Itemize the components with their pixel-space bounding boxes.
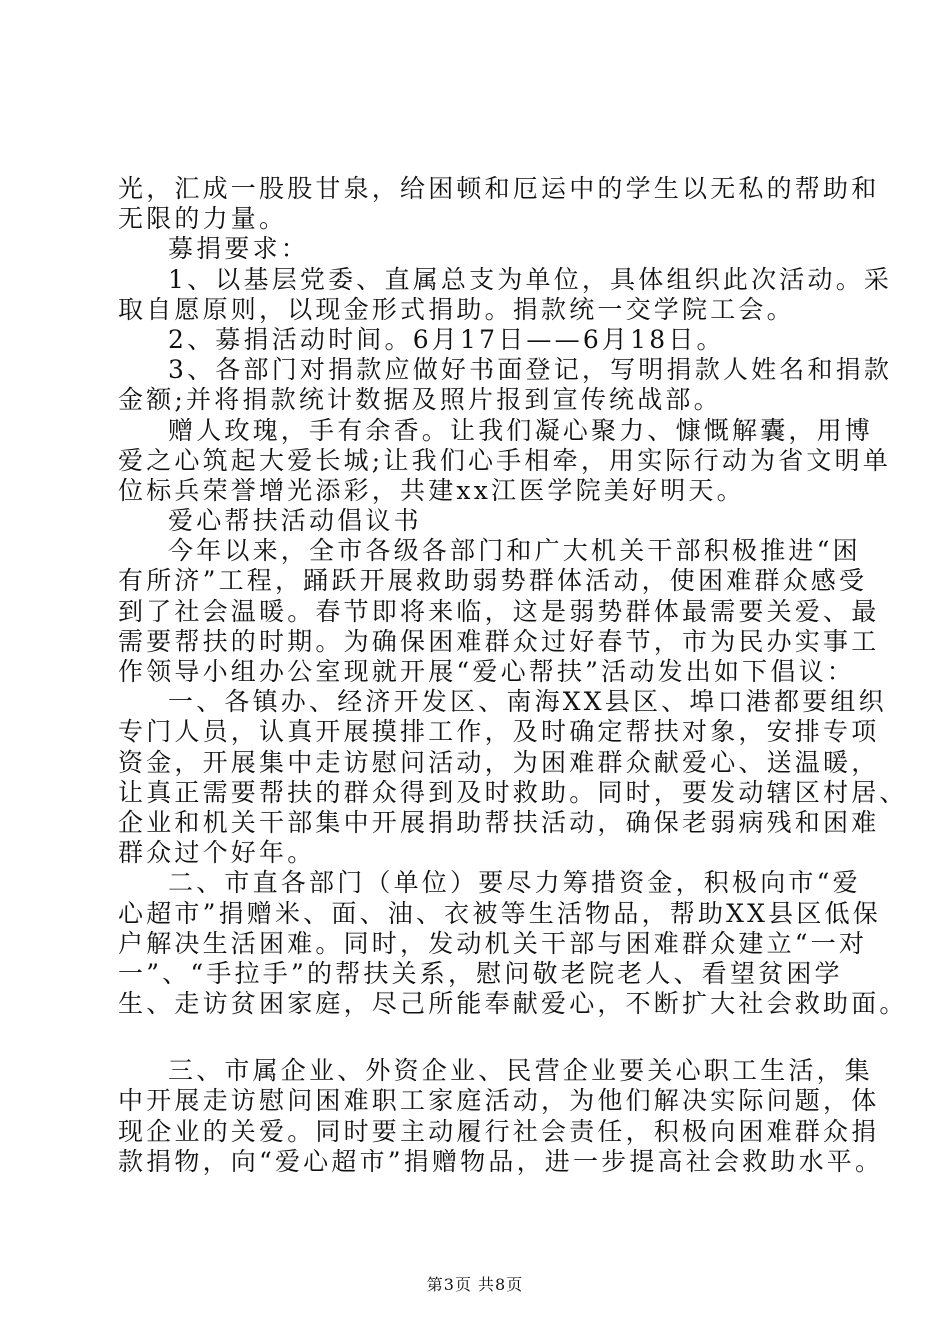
body-line: 有所济”工程，踊跃开展救助弱势群体活动，使困难群众感受 [118, 566, 868, 596]
body-line: 需要帮扶的时期。为确保困难群众过好春节，市为民办实事工 [118, 626, 880, 656]
body-line: 金额;并将捐款统计数据及照片报到宣传统战部。 [118, 385, 722, 415]
body-line: 一”、“手拉手”的帮扶关系，慰问敬老院老人、看望贫困学 [118, 958, 843, 988]
body-line: 到了社会温暖。春节即将来临，这是弱势群体最需要关爱、最 [118, 596, 880, 626]
body-line: 心超市”捐赠米、面、油、衣被等生活物品，帮助XX县区低保 [118, 898, 881, 928]
body-line: 中开展走访慰问困难职工家庭活动，为他们解决实际问题，体 [118, 1086, 880, 1116]
body-line: 1、以基层党委、直属总支为单位，具体组织此次活动。采 [168, 264, 893, 294]
page-number-footer: 第3页 共8页 [426, 1275, 524, 1294]
body-line: 位标兵荣誉增光添彩，共建xx江医学院美好明天。 [118, 475, 745, 505]
body-line: 企业和机关干部集中开展捐助帮扶活动，确保老弱病残和困难 [118, 807, 880, 837]
body-line: 生、走访贫困家庭，尽己所能奉献爱心，不断扩大社会救助面。 [118, 989, 908, 1019]
body-line: 让真正需要帮扶的群众得到及时救助。同时，要发动辖区村居、 [118, 777, 908, 807]
body-line: 三、市属企业、外资企业、民营企业要关心职工生活，集 [168, 1056, 874, 1086]
document-title: 爱心帮扶活动倡议书 [168, 506, 422, 536]
body-line: 一、各镇办、经济开发区、南海XX县区、埠口港都要组织 [168, 687, 887, 717]
section-heading: 募捐要求： [168, 234, 310, 264]
body-line: 赠人玫瑰，手有余香。让我们凝心聚力、慷慨解囊，用博 [168, 415, 874, 445]
body-line: 款捐物，向“爱心超市”捐赠物品，进一步提高社会救助水平。 [118, 1146, 884, 1176]
body-line: 资金，开展集中走访慰问活动，为困难群众献爱心、送温暖， [118, 747, 880, 777]
body-line: 取自愿原则，以现金形式捐助。捐款统一交学院工会。 [118, 294, 795, 324]
body-line: 现企业的关爱。同时要主动履行社会责任，积极向困难群众捐 [118, 1116, 880, 1146]
body-line: 3、各部门对捐款应做好书面登记，写明捐款人姓名和捐款 [168, 355, 893, 385]
body-line: 二、市直各部门（单位）要尽力筹措资金，积极向市“爱 [168, 868, 861, 898]
body-line: 无限的力量。 [118, 204, 288, 234]
body-line: 爱之心筑起大爱长城;让我们心手相牵，用实际行动为省文明单 [118, 445, 892, 475]
body-line: 作领导小组办公室现就开展“爱心帮扶”活动发出如下倡议： [118, 657, 855, 686]
body-line: 光，汇成一股股甘泉，给困顿和厄运中的学生以无私的帮助和 [118, 174, 880, 203]
body-line: 户解决生活困难。同时，发动机关干部与困难群众建立“一对 [118, 928, 868, 958]
paragraph-gap [118, 1019, 838, 1056]
body-line: 群众过个好年。 [118, 838, 316, 868]
document-body [118, 174, 908, 1177]
body-line: 2、募捐活动时间。6月17日——6月18日。 [168, 324, 725, 354]
body-line: 今年以来，全市各级各部门和广大机关干部积极推进“困 [168, 536, 861, 566]
body-line: 专门人员，认真开展摸排工作，及时确定帮扶对象，安排专项 [118, 717, 880, 747]
